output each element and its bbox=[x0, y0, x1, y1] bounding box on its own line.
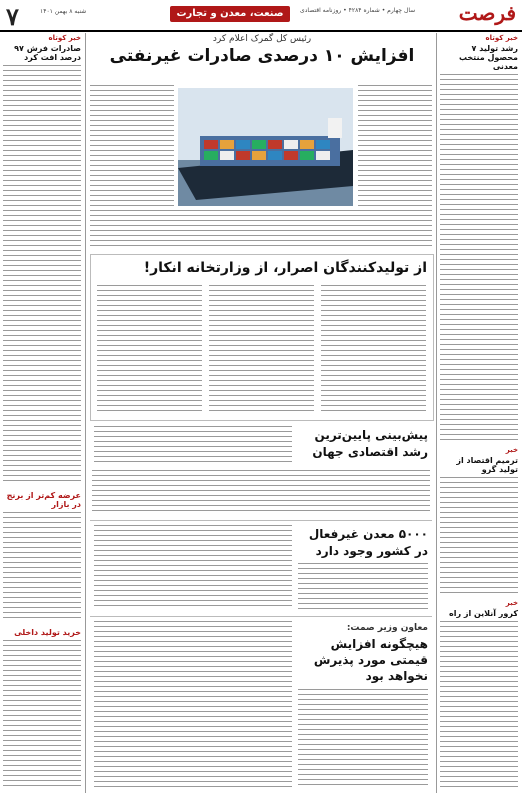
article-body bbox=[358, 85, 432, 223]
article-body bbox=[94, 426, 292, 466]
article-headline: خرید تولید داخلی bbox=[14, 628, 81, 637]
article-body bbox=[298, 689, 428, 789]
newspaper-logo: فرصت bbox=[458, 1, 516, 25]
article-body bbox=[92, 470, 430, 514]
minister-kicker: معاون وزیر صمت: bbox=[346, 623, 428, 633]
article-body bbox=[440, 621, 518, 791]
section-tag: خبر کوتاه bbox=[48, 34, 81, 42]
article-body bbox=[440, 477, 518, 595]
mines-headline-line1: ۵۰۰۰ معدن غیرفعال bbox=[308, 527, 428, 541]
issue-info: سال چهارم • شماره ۴۲۸۴ • روزنامه اقتصادی bbox=[300, 7, 416, 14]
article-body bbox=[94, 525, 292, 609]
page-header bbox=[0, 0, 522, 32]
lead-headline: افزایش ۱۰ درصدی صادرات غیرنفتی bbox=[109, 46, 415, 66]
lead-story bbox=[92, 34, 432, 66]
article-body bbox=[3, 512, 81, 622]
left-column bbox=[3, 34, 81, 790]
section-tag: خبر bbox=[505, 599, 518, 607]
lead-kicker: رئیس کل گمرک اعلام کرد bbox=[212, 34, 312, 44]
right-column bbox=[440, 34, 518, 791]
issue-date: شنبه ۸ بهمن ۱۴۰۱ bbox=[40, 8, 87, 15]
article-headline: صادرات فرش ۹۷ درصد افت کرد bbox=[14, 44, 81, 62]
mines-headline-line2: در کشور وجود دارد bbox=[315, 544, 428, 558]
article-body bbox=[298, 563, 428, 609]
economy-headline-line1: پیش‌بینی پایین‌ترین bbox=[314, 428, 428, 442]
article-body bbox=[3, 640, 81, 790]
article-body bbox=[90, 85, 174, 223]
article-body bbox=[209, 285, 314, 413]
section-tag: خبر کوتاه bbox=[485, 34, 518, 42]
section-title: صنعت، معدن و تجارت bbox=[170, 6, 290, 22]
mid-story bbox=[90, 254, 434, 421]
column-divider bbox=[85, 33, 86, 793]
article-body bbox=[90, 210, 432, 248]
article-body bbox=[94, 621, 292, 789]
minister-headline-line1: هیچگونه افزایش bbox=[330, 637, 428, 651]
article-body bbox=[321, 285, 426, 413]
minister-story bbox=[90, 616, 432, 793]
mid-headline: از تولیدکنندگان اصرار، از وزارتخانه انکار! bbox=[143, 260, 427, 276]
article-body bbox=[440, 74, 518, 442]
page-number: ۷ bbox=[6, 2, 19, 31]
cargo-ship-photo bbox=[178, 88, 353, 206]
column-divider bbox=[436, 33, 437, 793]
mines-story bbox=[90, 520, 432, 613]
section-tag: خبر bbox=[505, 446, 518, 454]
article-headline: کرور آنلاین از راه bbox=[448, 609, 518, 618]
article-headline: رشد تولید ۷ محصول منتخب معدنی bbox=[458, 44, 518, 71]
article-body bbox=[97, 285, 202, 413]
article-headline: ترمیم اقتصاد از تولید گرو bbox=[456, 456, 518, 474]
economy-headline-line2: رشد اقتصادی جهان bbox=[312, 445, 428, 459]
economy-story bbox=[90, 424, 432, 516]
article-headline: عرضه کم‌تر از برنج در بازار bbox=[6, 491, 81, 509]
minister-headline-line3: نخواهد بود bbox=[365, 669, 428, 683]
minister-headline-line2: قیمتی مورد پذیرش bbox=[313, 653, 428, 667]
article-body bbox=[3, 65, 81, 485]
